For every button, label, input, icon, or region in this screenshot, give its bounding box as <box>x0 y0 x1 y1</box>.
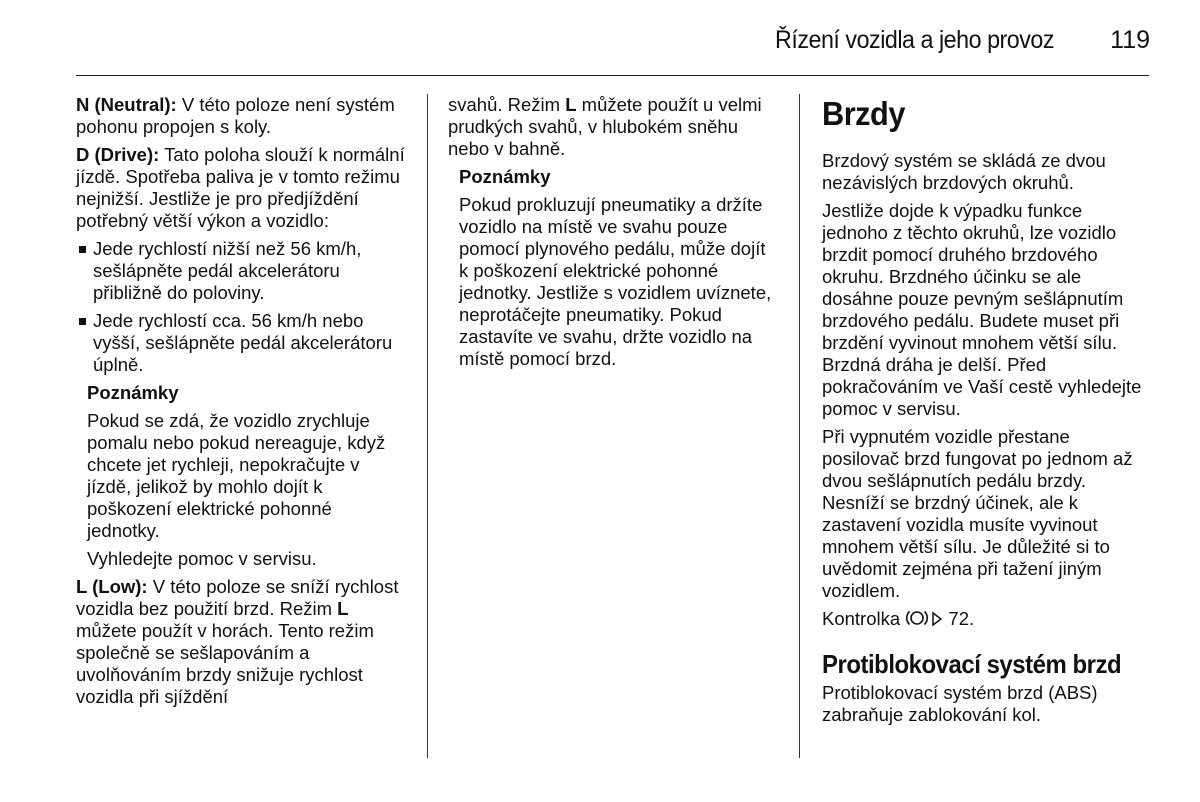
low-text-2: můžete použít v horách. Tento režim společně se sešlapováním a uvolňováním brzdy snižuje rychlost vozidla při sjíždění <box>76 620 374 707</box>
cont-text-2: můžete použít u velmi prudkých svahů, v hlubokém sněhu nebo v bahně. <box>448 94 762 159</box>
cont-bold: L <box>565 94 577 115</box>
brakes-paragraph-1: Brzdový systém se skládá ze dvou nezávislých brzdových okruhů. <box>822 150 1106 193</box>
brakes-paragraph-3: Při vypnutém vozidle přestane posilovač brzd fungovat po jednom až dvou sešlápnutích pedálu brzdy. Nesníží se brzdný účinek, ale k zastavení vozidla musíte vyvinout mnohem větší sílu. Je důležité si to uvědomit zejména při tažení jiným vozidlem. <box>822 426 1133 601</box>
list-item <box>76 310 406 376</box>
bullet-text: Jede rychlostí nižší než 56 km/h, sešlápněte pedál akcelerátoru přibližně do poloviny. <box>93 238 362 303</box>
drive-paragraph <box>76 144 406 232</box>
drive-term: D (Drive): <box>76 144 160 165</box>
bullet-text: Jede rychlostí cca. 56 km/h nebo vyšší, sešlápněte pedál akcelerátoru úplně. <box>93 310 393 375</box>
reference-page: 72. <box>943 608 975 629</box>
drive-bullet-list <box>76 238 406 376</box>
section-heading-abs: Protiblokovací systém brzd <box>822 649 1122 679</box>
page-header-title: Řízení vozidla a jeho provoz <box>774 26 1054 54</box>
header-rule <box>76 75 1149 76</box>
drive-text: Tato poloha slouží k normální jízdě. Spotřeba paliva je v tomto režimu nejnižší. Jestliže je pro předjíždění potřebný větší výkon a vozidlo: <box>76 144 405 231</box>
section-heading-brakes: Brzdy <box>822 95 905 132</box>
note-text: Pokud se zdá, že vozidlo zrychluje pomalu nebo pokud nereaguje, když chcete jet rychleji, nepokračujte v jízdě, jelikož by mohlo dojít k poškození elektrické pohonné jednotky. <box>87 410 386 541</box>
bullet-square-icon <box>79 246 86 253</box>
list-item <box>76 238 406 304</box>
low-continuation-paragraph <box>448 94 778 160</box>
note-text-2: Vyhledejte pomoc v servisu. <box>87 548 317 569</box>
column-3 <box>822 94 1152 732</box>
neutral-paragraph <box>76 94 406 138</box>
column-1 <box>76 94 406 714</box>
note-heading: Poznámky <box>459 166 551 187</box>
note-block-2 <box>459 166 778 370</box>
note-block-1 <box>87 382 406 570</box>
column-2 <box>448 94 778 376</box>
brake-lamp-reference <box>822 608 1152 632</box>
abs-paragraph: Protiblokovací systém brzd (ABS) zabraňuje zablokování kol. <box>822 682 1098 725</box>
column-divider-1 <box>427 94 428 758</box>
low-text: V této poloze se sníží rychlost vozidla bez použití brzd. Režim <box>76 576 399 619</box>
note-text: Pokud prokluzují pneumatiky a držíte vozidlo na místě ve svahu pouze pomocí plynového pedálu, může dojít k poškození elektrické pohonné jednotky. Jestliže s vozidlem uvíznete, neprotáčejte pneumatiky. Pokud zastavíte ve svahu, držte vozidlo na místě pomocí brzd. <box>459 194 772 369</box>
cont-text: svahů. Režim <box>448 94 566 115</box>
page-number: 119 <box>1110 26 1150 54</box>
neutral-text: V této poloze není systém pohonu propojen s koly. <box>76 94 395 137</box>
note-heading: Poznámky <box>87 382 179 403</box>
low-term: L (Low): <box>76 576 148 597</box>
low-bold: L <box>337 598 349 619</box>
brake-warning-lamp-icon <box>905 609 929 632</box>
reference-text: Kontrolka <box>822 608 906 629</box>
neutral-term: N (Neutral): <box>76 94 177 115</box>
bullet-square-icon <box>79 318 86 325</box>
column-divider-2 <box>799 94 800 758</box>
brakes-paragraph-2: Jestliže dojde k výpadku funkce jednoho z těchto okruhů, lze vozidlo brzdit pomocí druhého brzdového okruhu. Brzdného účinku se ale dosáhne pouze pevným sešlápnutím brzdového pedálu. Budete muset při brzdění vyvinout mnohem větší sílu. Brzdná dráha je delší. Před pokračováním ve Vaší cestě vyhledejte pomoc v servisu. <box>822 200 1142 419</box>
low-paragraph <box>76 576 406 708</box>
page-reference-arrow-icon <box>931 610 943 632</box>
